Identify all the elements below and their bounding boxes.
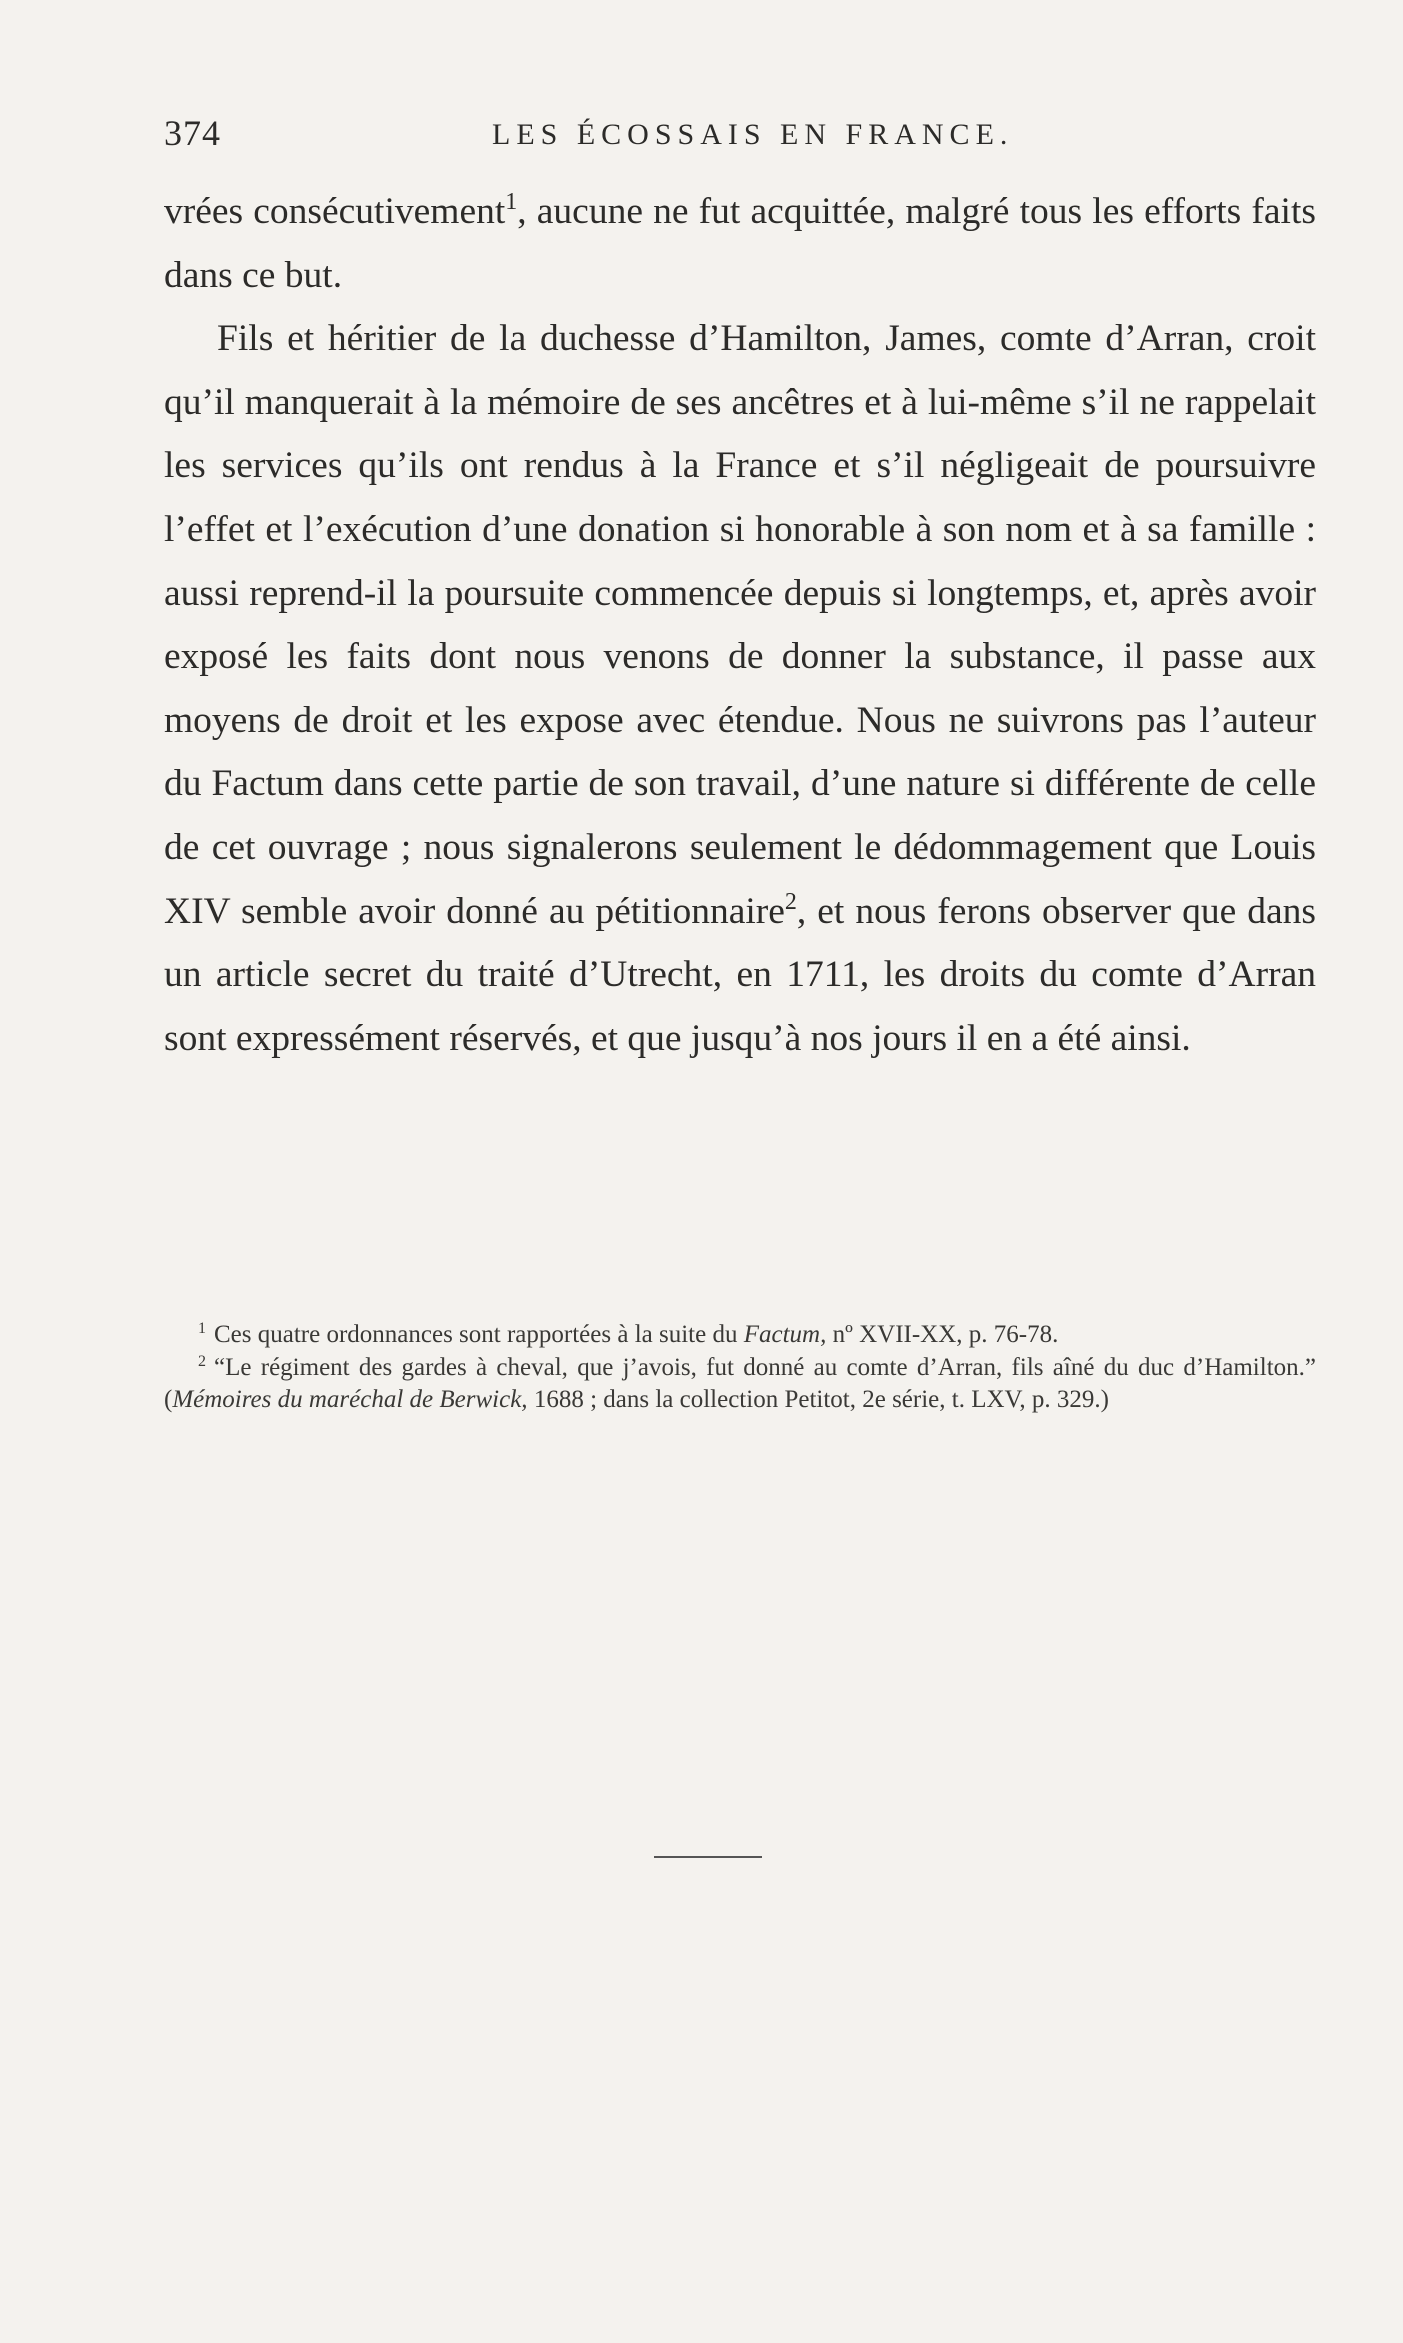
end-rule [654, 1856, 762, 1858]
footnote-ref-2: 2 [784, 888, 797, 915]
page-number: 374 [164, 113, 221, 153]
footnote-2 [164, 1352, 1316, 1417]
paragraph-2-text-b: , et nous ferons observer que dans un article secret du traité d’Utrecht, en 1711, les droits du comte d’Arran sont expressément réservés, et que jusqu’à nos jours il en a été ainsi. [164, 890, 1316, 1059]
footnote-2-marker: 2 [198, 1352, 206, 1370]
footnote-2-text-a: “Le régiment des gardes à cheval, que j’avois, fut donné au comte d’Arran, fils aîné du duc d’Hamilton.” ( [164, 1353, 1316, 1413]
running-title: LES ÉCOSSAIS EN FRANCE. [492, 118, 1014, 151]
paragraph-1 [164, 180, 1316, 307]
footnote-2-text-b: 1688 ; dans la collection Petitot, 2e série, t. LXV, p. 329.) [527, 1386, 1109, 1413]
paragraph-1-text-b: , aucune ne fut acquittée, malgré tous les efforts faits dans ce but. [164, 191, 1316, 296]
footnote-1-text-a: Ces quatre ordonnances sont rapportées à la suite du [214, 1321, 744, 1348]
footnotes [164, 1319, 1316, 1417]
footnote-2-italic: Mémoires du maréchal de Berwick, [172, 1386, 528, 1413]
paragraph-2-text-a: Fils et héritier de la duchesse d’Hamilton, James, comte d’Arran, croit qu’il manquerait à la mémoire de ses ancêtres et à lui-même s’il ne rappelait les services qu’ils ont rendus à la France et s’il négligeait de poursuivre l’effet et l’exécution d’une donation si honorable à son nom et à sa famille : aussi reprend-il la poursuite commencée depuis si longtemps, et, après avoir exposé les faits dont nous venons de donner la substance, il passe aux moyens de droit et les expose avec étendue. Nous ne suivrons pas l’auteur du Factum dans cette partie de son travail, d’une nature si différente de celle de cet ouvrage ; nous signalerons seulement le dédommagement que Louis XIV semble avoir donné au pétitionnaire [164, 318, 1316, 932]
body-text [164, 180, 1316, 1070]
footnote-1 [164, 1319, 1316, 1352]
running-head [164, 112, 1316, 162]
paragraph-2 [164, 307, 1316, 1070]
footnote-1-italic: Factum, [743, 1321, 827, 1348]
footnote-1-marker: 1 [198, 1320, 206, 1337]
footnote-ref-1: 1 [505, 189, 518, 215]
footnote-1-text-b: nº XVII-XX, p. 76-78. [826, 1321, 1059, 1348]
paragraph-1-text-a: vrées consécutivement [164, 191, 506, 232]
